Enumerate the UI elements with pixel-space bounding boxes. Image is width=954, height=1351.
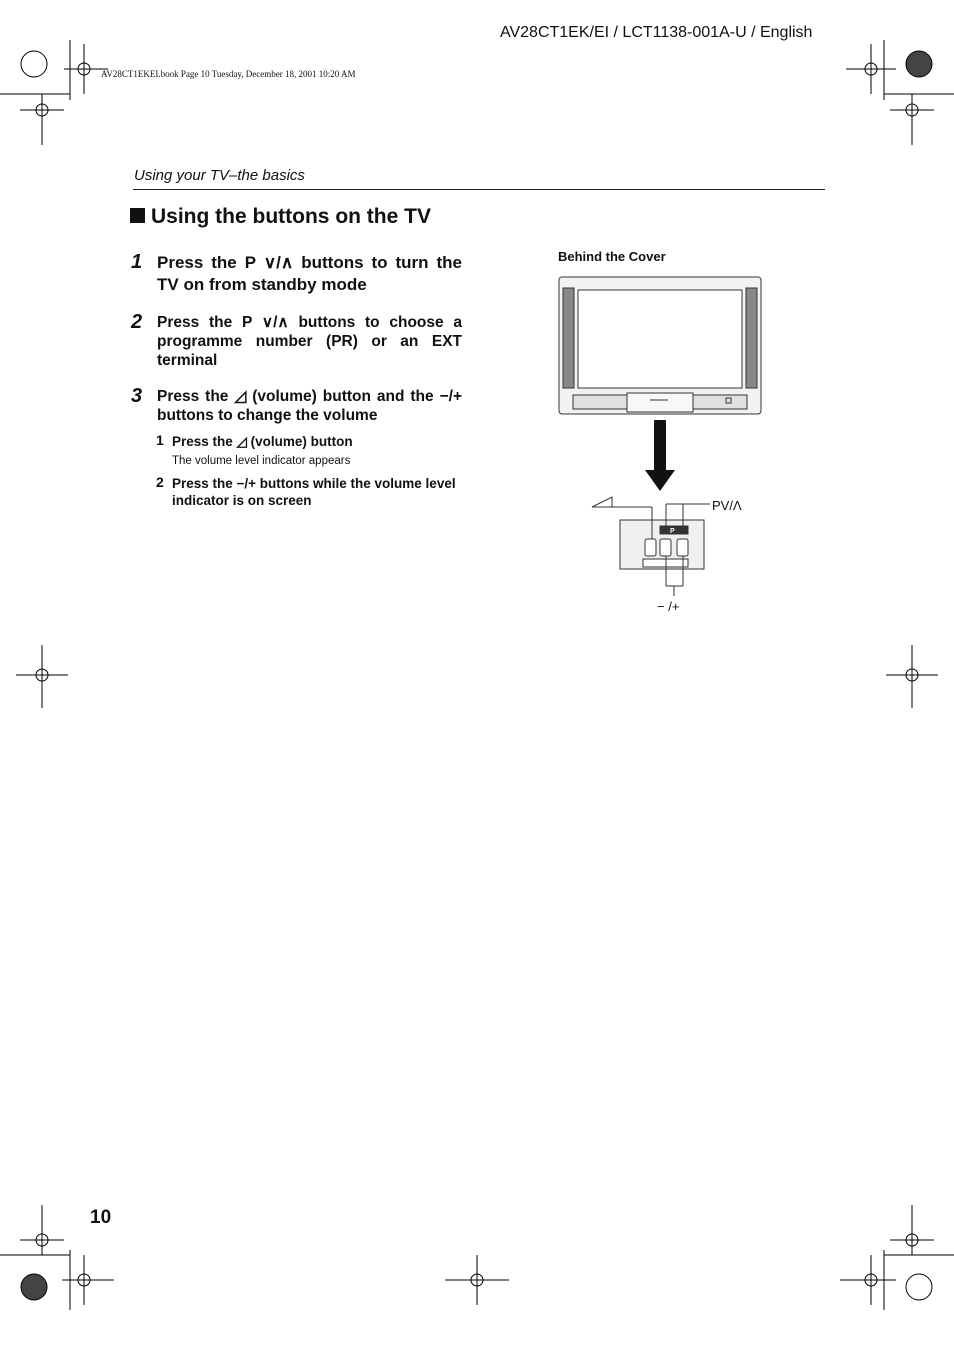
panel-p-label: P	[670, 528, 675, 535]
step-number: 2	[131, 311, 143, 333]
section-rule	[133, 189, 825, 190]
square-bullet-icon	[130, 208, 145, 223]
book-file-line: AV28CT1EKEI.book Page 10 Tuesday, December 18, 2001 10:20 AM	[101, 69, 356, 79]
step-text: Press the ◿ (volume) button and the −/+ buttons to change the volume	[157, 388, 462, 424]
step-number: 1	[131, 251, 143, 273]
section-title: Using your TV–the basics	[134, 167, 305, 184]
figure-caption: Behind the Cover	[558, 249, 666, 264]
volume-symbol-icon	[592, 497, 612, 507]
page-number: 10	[90, 1207, 112, 1228]
substep-text: Press the ◿ (volume) button	[172, 434, 353, 449]
left-speaker	[563, 288, 574, 388]
registration-target-icon	[906, 1274, 932, 1300]
pv-label: PV/Λ	[712, 498, 742, 513]
tv-screen	[578, 290, 742, 388]
substep-number: 2	[156, 474, 164, 490]
down-arrow-icon	[645, 470, 675, 491]
step-text: Press the P ∨/∧ buttons to choose a programme number (PR) or an EXT terminal	[157, 314, 462, 369]
step-text: Press the P ∨/∧ buttons to turn the TV on from standby mode	[157, 253, 462, 294]
plus-button	[677, 539, 688, 556]
registration-target-icon	[21, 51, 47, 77]
volume-button	[645, 539, 656, 556]
document-code: AV28CT1EK/EI / LCT1138-001A-U / English	[500, 24, 813, 41]
right-speaker	[746, 288, 757, 388]
step-number: 3	[131, 385, 143, 407]
main-title	[130, 205, 431, 229]
tv-illustration	[550, 270, 780, 620]
minus-plus-label: − /+	[657, 599, 680, 614]
substep-note: The volume level indicator appears	[172, 455, 351, 467]
registration-target-icon	[21, 1274, 47, 1300]
arrow-shaft	[654, 420, 666, 473]
registration-target-icon	[906, 51, 932, 77]
substep-text: Press the −/+ buttons while the volume level indicator is on screen	[172, 476, 456, 508]
substep-number: 1	[156, 432, 164, 448]
main-title-text: Using the buttons on the TV	[151, 205, 431, 228]
minus-button	[660, 539, 671, 556]
cover-flap	[627, 393, 693, 412]
